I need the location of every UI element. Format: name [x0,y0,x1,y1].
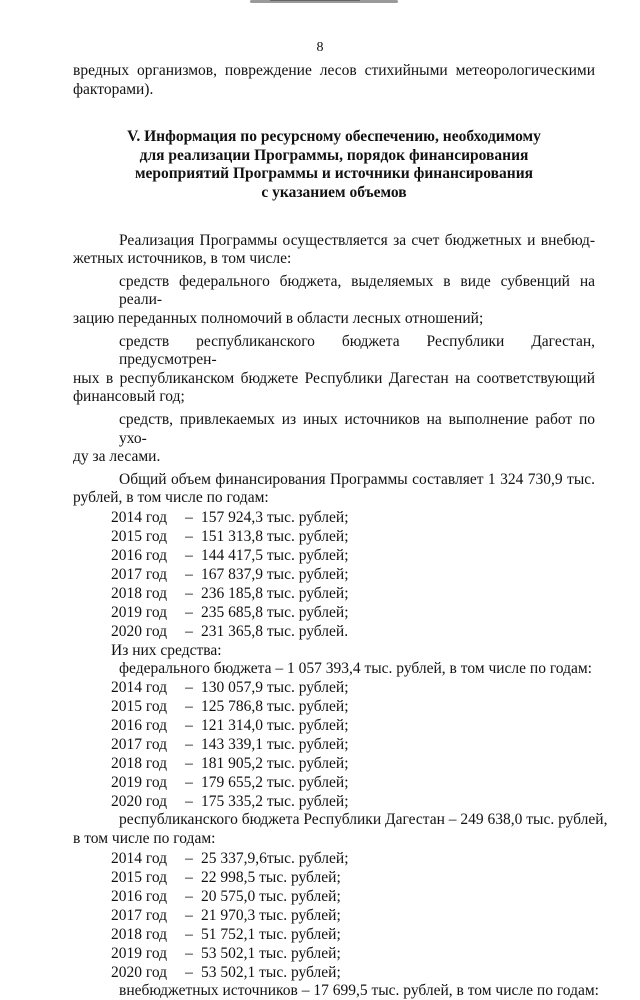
list-item: 2016 год – 121 314,0 тыс. рублей; [111,717,349,735]
federal-by-year-list [73,678,595,811]
list-item: 2019 год – 53 502,1 тыс. рублей; [111,944,341,962]
list-item: 2018 год – 236 185,8 тыс. рублей; [111,584,349,602]
heading-line: мероприятий Программы и источники финансирования [134,165,534,183]
list-item: 2017 год – 143 339,1 тыс. рублей; [111,736,349,754]
list-item: 2018 год – 181 905,2 тыс. рублей; [111,755,349,773]
paragraph-line: средств, привлекаемых из иных источников на выполнение работ по ухо- [119,410,595,447]
list-item: 2019 год – 179 655,2 тыс. рублей; [111,774,349,792]
paragraph-line: республиканского бюджета Республики Дагестан – 249 638,0 тыс. рублей, [119,811,608,829]
list-item: 2017 год – 21 970,3 тыс. рублей; [111,906,341,924]
list-item: 2020 год – 231 365,8 тыс. рублей. [111,622,349,640]
list-item: 2019 год – 235 685,8 тыс. рублей; [111,603,349,621]
sub-heading: Из них средства: [111,641,222,659]
paragraph-line: ных в республиканском бюджете Республики Дагестан на соответствующий [73,369,595,387]
list-item: 2014 год – 130 057,9 тыс. рублей; [111,679,349,697]
list-item: 2016 год – 144 417,5 тыс. рублей; [111,546,349,564]
section-heading [73,128,595,202]
paragraph-line: в том числе по годам: [73,830,216,848]
paragraph-line: Общий объем финансирования Программы составляет 1 324 730,9 тыс. [119,470,595,488]
list-item: 2014 год – 157 924,3 тыс. рублей; [111,508,349,526]
intro-line: факторами). [73,80,154,98]
heading-line: V. Информация по ресурсному обеспечению, необходимому [127,128,541,146]
paragraph-line: внебюджетных источников – 17 699,5 тыс. рублей, в том числе по годам: [119,981,599,999]
heading-line: для реализации Программы, порядок финансирования [139,146,529,164]
page-number: 8 [316,40,324,55]
list-item: 2014 год – 25 337,9,6тыс. рублей; [111,849,349,867]
total-by-year-list [73,508,595,660]
paragraph-line: жетных источников, в том числе: [73,250,292,268]
list-item: 2015 год – 151 313,8 тыс. рублей; [111,527,349,545]
intro-line: вредных организмов, повреждение лесов стихийными метеорологическими [73,62,595,79]
list-item: 2018 год – 51 752,1 тыс. рублей; [111,925,341,943]
paragraph-line: Реализация Программы осуществляется за счет бюджетных и внебюд- [119,231,595,249]
paragraph-line: ду за лесами. [73,448,161,466]
republic-by-year-list [73,849,595,982]
list-item: 2015 год – 22 998,5 тыс. рублей; [111,868,341,886]
paragraph-line: федерального бюджета – 1 057 393,4 тыс. рублей, в том числе по годам: [119,659,592,677]
list-item: 2017 год – 167 837,9 тыс. рублей; [111,565,349,583]
document-body [73,62,608,1000]
paragraph-line: средств федерального бюджета, выделяемых в виде субвенций на реали- [119,272,595,309]
paragraph-line: рублей, в том числе по годам: [73,489,269,507]
paragraph-line: финансовый год; [73,388,185,406]
paragraph-line: средств республиканского бюджета Республики Дагестан, предусмотрен- [119,332,595,369]
heading-line: с указанием объемов [261,183,407,201]
list-item: 2020 год – 175 335,2 тыс. рублей; [111,793,349,811]
list-item: 2016 год – 20 575,0 тыс. рублей; [111,887,341,905]
list-item: 2020 год – 53 502,1 тыс. рублей; [111,963,341,981]
paragraph-line: зацию переданных полномочий в области лесных отношений; [73,309,484,327]
list-item: 2015 год – 125 786,8 тыс. рублей; [111,698,349,716]
scan-artifact [270,0,360,1]
